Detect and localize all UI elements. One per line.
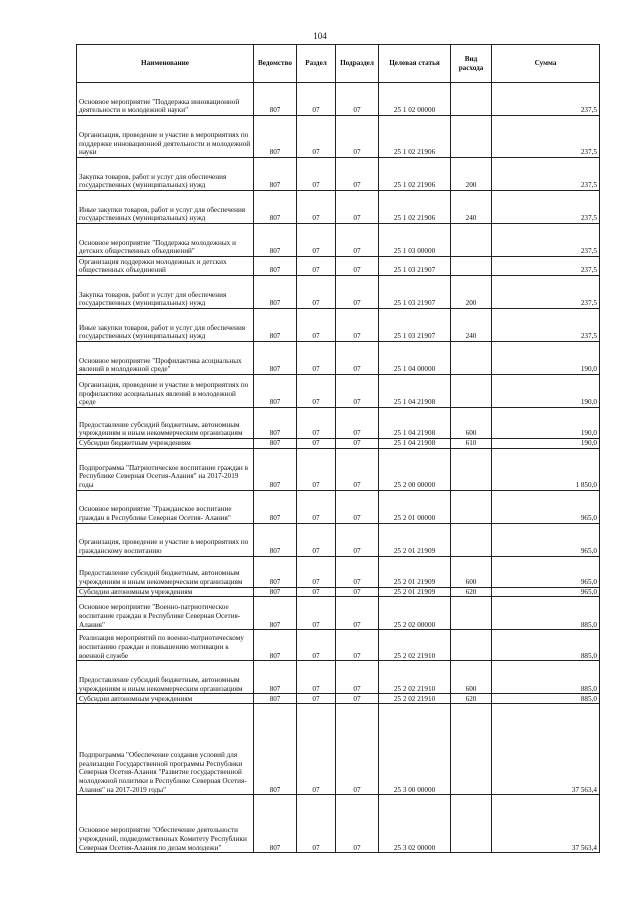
row-subsection: 07 xyxy=(336,224,379,257)
row-name: Подпрограмма "Обеспечение создания условий для реализации Государственной программы Республики Северная Осетия-Алания "Развитие государственной молодежной политики в Республике Северная Осетия-Алания" на 2017-2019 годы" xyxy=(77,704,254,795)
header-exp-type: Вид расхода xyxy=(451,45,492,83)
row-sum: 190,0 xyxy=(492,375,600,408)
row-exp-type xyxy=(451,257,492,276)
row-article: 25 2 02 21910 xyxy=(379,661,451,694)
row-subsection: 07 xyxy=(336,342,379,375)
table-row xyxy=(77,116,600,158)
row-dept: 807 xyxy=(254,191,297,224)
row-dept: 807 xyxy=(254,597,297,630)
row-name: Предоставление субсидий бюджетным, автономным учреждениям и иным некоммерческим организациям xyxy=(77,408,254,439)
row-exp-type xyxy=(451,490,492,523)
table-row xyxy=(77,556,600,587)
row-sum: 237,5 xyxy=(492,224,600,257)
header-dept: Ведомство xyxy=(254,45,297,83)
row-sum: 885,0 xyxy=(492,630,600,661)
row-article: 25 2 01 21909 xyxy=(379,587,451,597)
row-subsection: 07 xyxy=(336,116,379,158)
row-name: Основное мероприятие "Военно-патриотическое воспитание граждан в Республике Северная Осетия- Алания" xyxy=(77,597,254,630)
row-exp-type: 600 xyxy=(451,408,492,439)
table-row xyxy=(77,661,600,694)
table-row xyxy=(77,694,600,704)
row-section: 07 xyxy=(297,408,336,439)
row-section: 07 xyxy=(297,523,336,556)
row-name: Иные закупки товаров, работ и услуг для обеспечения государственных (муниципальных) нужд xyxy=(77,309,254,342)
row-name: Основное мероприятие "Профилактика асоциальных явлений в молодежной среде" xyxy=(77,342,254,375)
row-exp-type xyxy=(451,448,492,490)
row-sum: 237,5 xyxy=(492,276,600,309)
row-sum: 965,0 xyxy=(492,556,600,587)
row-dept: 807 xyxy=(254,309,297,342)
row-subsection: 07 xyxy=(336,661,379,694)
row-subsection: 07 xyxy=(336,439,379,449)
row-section: 07 xyxy=(297,276,336,309)
row-dept: 807 xyxy=(254,342,297,375)
header-name: Наименование xyxy=(77,45,254,83)
row-dept: 807 xyxy=(254,375,297,408)
row-section: 07 xyxy=(297,309,336,342)
row-exp-type xyxy=(451,523,492,556)
row-name: Организация, проведение и участие в мероприятиях по поддержке инновационной деятельности и молодежной науки xyxy=(77,116,254,158)
row-subsection: 07 xyxy=(336,597,379,630)
row-exp-type xyxy=(451,224,492,257)
row-subsection: 07 xyxy=(336,158,379,191)
row-sum: 237,5 xyxy=(492,83,600,116)
row-exp-type xyxy=(451,597,492,630)
header-row xyxy=(77,45,600,83)
row-dept: 807 xyxy=(254,587,297,597)
row-sum: 37 563,4 xyxy=(492,704,600,795)
row-exp-type xyxy=(451,704,492,795)
row-subsection: 07 xyxy=(336,191,379,224)
table-row xyxy=(77,587,600,597)
table-row xyxy=(77,224,600,257)
row-article: 25 2 00 00000 xyxy=(379,448,451,490)
row-sum: 37 563,4 xyxy=(492,795,600,853)
row-sum: 237,5 xyxy=(492,158,600,191)
table-row xyxy=(77,795,600,853)
row-sum: 965,0 xyxy=(492,523,600,556)
row-exp-type: 200 xyxy=(451,276,492,309)
table-row xyxy=(77,448,600,490)
table-row xyxy=(77,375,600,408)
row-dept: 807 xyxy=(254,257,297,276)
row-subsection: 07 xyxy=(336,490,379,523)
row-subsection: 07 xyxy=(336,694,379,704)
row-article: 25 1 02 00000 xyxy=(379,83,451,116)
table-row xyxy=(77,630,600,661)
row-name: Основное мероприятие "Гражданское воспитание граждан в Республике Северная Осетия- Алания" xyxy=(77,490,254,523)
row-dept: 807 xyxy=(254,224,297,257)
row-section: 07 xyxy=(297,158,336,191)
row-article: 25 2 01 21909 xyxy=(379,556,451,587)
row-article: 25 1 04 00000 xyxy=(379,342,451,375)
row-article: 25 2 02 21910 xyxy=(379,630,451,661)
row-sum: 885,0 xyxy=(492,597,600,630)
row-subsection: 07 xyxy=(336,795,379,853)
row-exp-type: 620 xyxy=(451,694,492,704)
row-section: 07 xyxy=(297,630,336,661)
row-article: 25 2 02 00000 xyxy=(379,597,451,630)
row-sum: 965,0 xyxy=(492,587,600,597)
row-dept: 807 xyxy=(254,694,297,704)
row-subsection: 07 xyxy=(336,523,379,556)
row-sum: 965,0 xyxy=(492,490,600,523)
row-article: 25 3 02 00000 xyxy=(379,795,451,853)
row-sum: 1 850,0 xyxy=(492,448,600,490)
row-article: 25 1 03 21907 xyxy=(379,257,451,276)
row-name: Основное мероприятие "Поддержка молодежных и детских общественных объединений" xyxy=(77,224,254,257)
table-row xyxy=(77,276,600,309)
row-subsection: 07 xyxy=(336,83,379,116)
row-subsection: 07 xyxy=(336,704,379,795)
row-sum: 237,5 xyxy=(492,191,600,224)
row-dept: 807 xyxy=(254,630,297,661)
table-row xyxy=(77,191,600,224)
row-name: Предоставление субсидий бюджетным, автономным учреждениям и иным некоммерческим организациям xyxy=(77,556,254,587)
row-article: 25 1 03 00000 xyxy=(379,224,451,257)
row-article: 25 1 02 21906 xyxy=(379,116,451,158)
row-section: 07 xyxy=(297,490,336,523)
row-name: Организация, проведение и участие в мероприятиях по гражданскому воспитанию xyxy=(77,523,254,556)
row-subsection: 07 xyxy=(336,257,379,276)
row-section: 07 xyxy=(297,342,336,375)
row-sum: 885,0 xyxy=(492,661,600,694)
row-subsection: 07 xyxy=(336,630,379,661)
row-section: 07 xyxy=(297,795,336,853)
row-exp-type: 610 xyxy=(451,439,492,449)
row-name: Субсидии бюджетным учреждениям xyxy=(77,439,254,449)
row-name: Субсидии автономным учреждениям xyxy=(77,694,254,704)
row-dept: 807 xyxy=(254,408,297,439)
row-sum: 237,5 xyxy=(492,116,600,158)
row-name: Организация поддержки молодежных и детских общественных объединений xyxy=(77,257,254,276)
row-exp-type: 240 xyxy=(451,191,492,224)
row-sum: 237,5 xyxy=(492,257,600,276)
table-row xyxy=(77,490,600,523)
row-exp-type xyxy=(451,795,492,853)
row-sum: 190,0 xyxy=(492,439,600,449)
row-sum: 885,0 xyxy=(492,694,600,704)
row-dept: 807 xyxy=(254,556,297,587)
row-article: 25 1 04 21908 xyxy=(379,439,451,449)
row-subsection: 07 xyxy=(336,587,379,597)
row-name: Подпрограмма "Патриотическое воспитание граждан в Республике Северная Осетия-Алания" на 2017-2019 годы xyxy=(77,448,254,490)
row-dept: 807 xyxy=(254,158,297,191)
row-subsection: 07 xyxy=(336,375,379,408)
row-exp-type: 200 xyxy=(451,158,492,191)
row-name: Закупка товаров, работ и услуг для обеспечения государственных (муниципальных) нужд xyxy=(77,158,254,191)
row-section: 07 xyxy=(297,83,336,116)
row-article: 25 3 00 00000 xyxy=(379,704,451,795)
row-name: Предоставление субсидий бюджетным, автономным учреждениям и иным некоммерческим организациям xyxy=(77,661,254,694)
table-row xyxy=(77,158,600,191)
row-article: 25 2 01 00000 xyxy=(379,490,451,523)
row-exp-type: 600 xyxy=(451,661,492,694)
row-dept: 807 xyxy=(254,116,297,158)
row-name: Субсидии автономным учреждениям xyxy=(77,587,254,597)
table-row xyxy=(77,523,600,556)
row-dept: 807 xyxy=(254,439,297,449)
row-article: 25 1 04 21908 xyxy=(379,375,451,408)
row-sum: 190,0 xyxy=(492,408,600,439)
row-dept: 807 xyxy=(254,795,297,853)
row-subsection: 07 xyxy=(336,309,379,342)
row-dept: 807 xyxy=(254,490,297,523)
row-section: 07 xyxy=(297,587,336,597)
row-section: 07 xyxy=(297,597,336,630)
row-dept: 807 xyxy=(254,276,297,309)
row-exp-type xyxy=(451,83,492,116)
row-dept: 807 xyxy=(254,448,297,490)
row-section: 07 xyxy=(297,556,336,587)
row-section: 07 xyxy=(297,257,336,276)
row-article: 25 2 01 21909 xyxy=(379,523,451,556)
table-row xyxy=(77,597,600,630)
row-article: 25 1 02 21906 xyxy=(379,158,451,191)
row-article: 25 1 04 21908 xyxy=(379,408,451,439)
row-section: 07 xyxy=(297,439,336,449)
row-article: 25 2 02 21910 xyxy=(379,694,451,704)
row-section: 07 xyxy=(297,704,336,795)
row-article: 25 1 02 21906 xyxy=(379,191,451,224)
table-row xyxy=(77,342,600,375)
budget-table xyxy=(76,44,600,853)
row-subsection: 07 xyxy=(336,408,379,439)
row-section: 07 xyxy=(297,224,336,257)
row-name: Закупка товаров, работ и услуг для обеспечения государственных (муниципальных) нужд xyxy=(77,276,254,309)
row-exp-type xyxy=(451,630,492,661)
table-row xyxy=(77,309,600,342)
row-exp-type: 620 xyxy=(451,587,492,597)
row-subsection: 07 xyxy=(336,448,379,490)
header-sum: Сумма xyxy=(492,45,600,83)
row-exp-type xyxy=(451,342,492,375)
row-exp-type: 240 xyxy=(451,309,492,342)
row-dept: 807 xyxy=(254,523,297,556)
table-row xyxy=(77,704,600,795)
table-row xyxy=(77,83,600,116)
row-name: Организация, проведение и участие в мероприятиях по профилактике асоциальных явлений в молодежной среде xyxy=(77,375,254,408)
row-section: 07 xyxy=(297,116,336,158)
row-dept: 807 xyxy=(254,83,297,116)
table-row xyxy=(77,257,600,276)
row-exp-type xyxy=(451,375,492,408)
row-sum: 190,0 xyxy=(492,342,600,375)
row-section: 07 xyxy=(297,191,336,224)
row-sum: 237,5 xyxy=(492,309,600,342)
table-row xyxy=(77,408,600,439)
header-subsection: Подраздел xyxy=(336,45,379,83)
table-row xyxy=(77,439,600,449)
row-section: 07 xyxy=(297,375,336,408)
row-article: 25 1 03 21907 xyxy=(379,276,451,309)
row-subsection: 07 xyxy=(336,556,379,587)
row-subsection: 07 xyxy=(336,276,379,309)
row-exp-type: 600 xyxy=(451,556,492,587)
page-number: 104 xyxy=(313,31,327,41)
row-section: 07 xyxy=(297,448,336,490)
row-section: 07 xyxy=(297,661,336,694)
row-name: Иные закупки товаров, работ и услуг для обеспечения государственных (муниципальных) нужд xyxy=(77,191,254,224)
row-article: 25 1 03 21907 xyxy=(379,309,451,342)
header-section: Раздел xyxy=(297,45,336,83)
row-exp-type xyxy=(451,116,492,158)
row-dept: 807 xyxy=(254,704,297,795)
row-name: Основное мероприятие "Поддержка инновационной деятельности и молодежной науки" xyxy=(77,83,254,116)
row-name: Реализация мероприятий по военно-патриотическому воспитанию граждан и повышению мотивации к военной службе xyxy=(77,630,254,661)
header-article: Целевая статья xyxy=(379,45,451,83)
row-section: 07 xyxy=(297,694,336,704)
row-dept: 807 xyxy=(254,661,297,694)
row-name: Основное мероприятие "Обеспечение деятельности учреждений, подведомственных Комитету Республики Северная Осетия-Алания по делам молодежи" xyxy=(77,795,254,853)
